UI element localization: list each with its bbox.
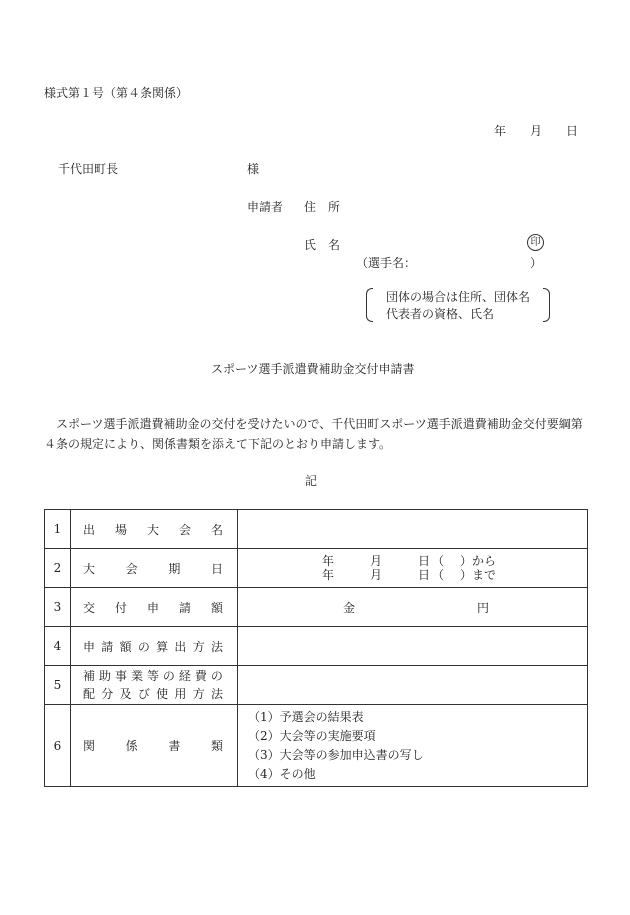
row-number: 1 <box>45 510 71 549</box>
list-item: （2）大会等の実施要項 <box>248 728 376 743</box>
ki-label: 記 <box>305 474 318 488</box>
seal-icon: 印 <box>527 234 544 251</box>
yen-label: 円 <box>477 600 490 615</box>
row-label-tournament: 出 場 大 会 名 <box>71 510 238 549</box>
document-title: スポーツ選手派遣費補助金交付申請書 <box>211 362 415 376</box>
period-from: 年 月 日 （ ） から <box>322 554 497 568</box>
tournament-period-field[interactable] <box>238 549 588 588</box>
table-row <box>45 549 588 588</box>
date-year-label: 年 <box>494 124 507 138</box>
date-month-label: 月 <box>530 124 543 138</box>
period-to: 年 月 日 （ ） まで <box>322 568 497 582</box>
row-number: 6 <box>45 705 71 787</box>
row-number: 3 <box>45 588 71 627</box>
group-note-text <box>386 289 530 323</box>
row-number: 5 <box>45 666 71 705</box>
table-row <box>45 588 588 627</box>
tournament-name-field[interactable] <box>238 510 588 549</box>
row-number: 4 <box>45 627 71 666</box>
table-row <box>45 705 588 787</box>
group-note-line2: 代表者の資格、氏名 <box>386 307 495 321</box>
form-number: 様式第１号（第４条関係） <box>44 86 189 100</box>
row-label-calculation: 申 請 額 の 算 出 方 法 <box>71 627 238 666</box>
kin-label: 金 <box>343 600 356 615</box>
left-bracket <box>366 288 373 322</box>
row-number: 2 <box>45 549 71 588</box>
list-item: （4）その他 <box>248 766 316 781</box>
athlete-name-close: ） <box>530 256 543 270</box>
table-row <box>45 627 588 666</box>
allocation-usage-field[interactable] <box>238 666 588 705</box>
table-row <box>45 510 588 549</box>
list-item: （1）予選会の結果表 <box>248 709 364 724</box>
right-bracket <box>543 288 550 322</box>
name-label: 氏 名 <box>304 238 341 252</box>
calculation-method-field[interactable] <box>238 627 588 666</box>
group-note-line1: 団体の場合は住所、団体名 <box>386 290 531 304</box>
related-documents-list <box>238 705 588 787</box>
row-label-documents: 関 係 書 類 <box>71 705 238 787</box>
athlete-name-open: （選手名： <box>356 256 417 270</box>
table-row <box>45 666 588 705</box>
row-label-amount: 交 付 申 請 額 <box>71 588 238 627</box>
addressee-honorific: 様 <box>247 162 260 176</box>
body-text: スポーツ選手派遣費補助金の交付を受けたいので、千代田町スポーツ選手派遣費補助金交付要綱第４条の規定により、関係書類を添えて下記のとおり申請します。 <box>44 417 583 451</box>
application-table <box>44 509 588 787</box>
date-day-label: 日 <box>566 124 579 138</box>
addressee-name: 千代田町長 <box>58 162 119 176</box>
row-label-period: 大 会 期 日 <box>71 549 238 588</box>
address-label: 住 所 <box>304 200 341 214</box>
row-label-allocation: 補 助 事 業 等 の 経 費 の 配 分 及 び 使 用 方 法 <box>71 666 238 705</box>
applicant-label: 申請者 <box>247 200 284 214</box>
list-item: （3）大会等の参加申込書の写し <box>248 747 424 762</box>
group-note <box>366 288 550 322</box>
amount-field[interactable] <box>238 588 588 627</box>
